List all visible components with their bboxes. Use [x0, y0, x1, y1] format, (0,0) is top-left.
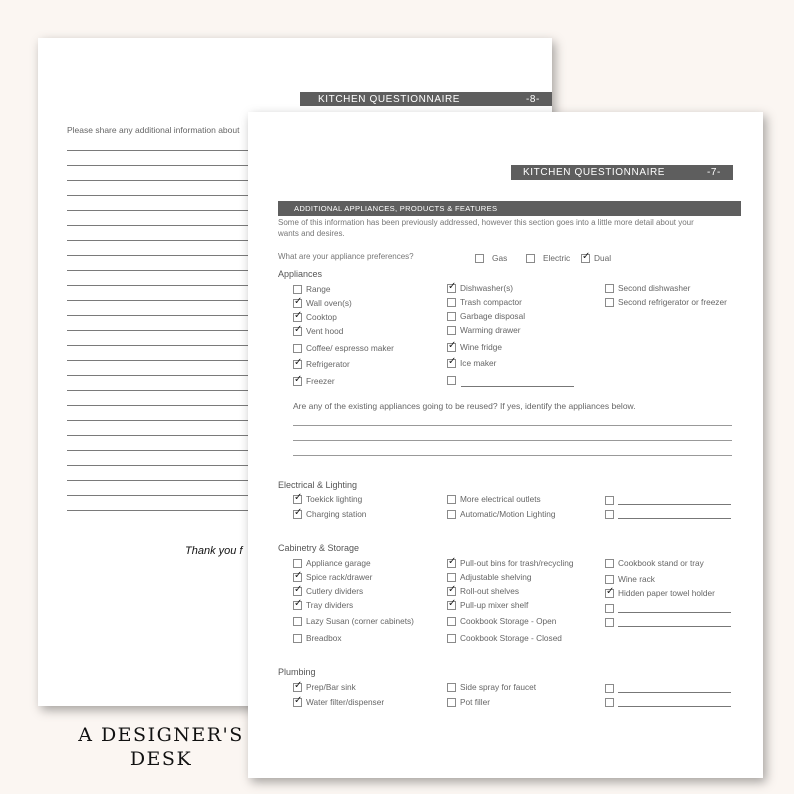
checkbox[interactable]	[447, 698, 456, 707]
option-label: More electrical outlets	[460, 494, 541, 504]
option-freezer[interactable]	[293, 376, 335, 386]
option-cooktop[interactable]	[293, 312, 337, 322]
option-label: Coffee/ espresso maker	[306, 343, 394, 353]
option-more-electrical-outlets[interactable]	[447, 494, 541, 504]
checkbox[interactable]	[447, 312, 456, 321]
checkbox[interactable]	[447, 683, 456, 692]
option-label: Dishwasher(s)	[460, 283, 514, 293]
checkbox-checked[interactable]	[447, 359, 456, 368]
checkbox-checked[interactable]	[293, 698, 302, 707]
option-second-refrigerator-or-freezer[interactable]	[605, 297, 727, 307]
write-in-option[interactable]	[605, 604, 731, 613]
option-label: Tray dividers	[306, 600, 354, 610]
option-label: Warming drawer	[460, 325, 521, 335]
checkbox[interactable]	[293, 344, 302, 353]
option-label: Range	[306, 284, 331, 294]
option-range[interactable]	[293, 284, 330, 294]
checkbox[interactable]	[447, 617, 456, 626]
option-label: Second refrigerator or freezer	[618, 297, 727, 307]
electrical-title: Electrical & Lighting	[278, 480, 358, 490]
option-label: Side spray for faucet	[460, 682, 537, 692]
section-banner-title: ADDITIONAL APPLIANCES, PRODUCTS & FEATURES	[294, 204, 498, 213]
checkbox-checked[interactable]	[293, 573, 302, 582]
option-trash-compactor[interactable]	[447, 297, 522, 307]
checkbox[interactable]	[293, 559, 302, 568]
option-warming-drawer[interactable]	[447, 325, 521, 335]
checkbox[interactable]	[447, 298, 456, 307]
option-label: Wine fridge	[460, 342, 502, 352]
checkbox[interactable]	[605, 284, 614, 293]
checkbox-checked[interactable]	[293, 299, 302, 308]
checkbox[interactable]	[447, 573, 456, 582]
option-hidden-paper-towel-holder[interactable]	[605, 588, 715, 598]
option-garbage-disposal[interactable]	[447, 311, 525, 321]
checkbox[interactable]	[447, 634, 456, 643]
checkbox-checked[interactable]	[447, 559, 456, 568]
option-adjustable-shelving[interactable]	[447, 572, 532, 582]
checkbox-checked[interactable]	[605, 589, 614, 598]
checkbox[interactable]	[447, 376, 456, 385]
option-label: Garbage disposal	[460, 311, 526, 321]
checkbox[interactable]	[605, 684, 614, 693]
checkbox-checked[interactable]	[293, 587, 302, 596]
pref-gas[interactable]: Gas	[475, 253, 507, 263]
brand-line-2: DESK	[129, 748, 193, 770]
page-header-bar	[300, 92, 552, 106]
thank-you-text: Thank you f	[185, 545, 243, 557]
checkbox[interactable]	[475, 254, 484, 263]
brand-line-1: A DESIGNER'S	[78, 724, 244, 746]
option-charging-station[interactable]	[293, 509, 366, 519]
pref-dual[interactable]: ✓ Dual	[581, 253, 611, 263]
checkbox[interactable]	[447, 326, 456, 335]
option-label: Pot filler	[460, 697, 490, 707]
option-spice-rack-drawer[interactable]	[293, 572, 372, 582]
preference-question: What are your appliance preferences?	[278, 252, 414, 261]
option-label: Wine rack	[618, 574, 655, 584]
option-pull-out-bins-for-trash-recycling[interactable]	[447, 558, 573, 568]
checkbox-checked[interactable]	[293, 683, 302, 692]
option-label: Refrigerator	[306, 359, 350, 369]
option-cookbook-storage-open[interactable]	[447, 616, 556, 626]
option-label: Hidden paper towel holder	[618, 588, 715, 598]
write-in-line[interactable]	[618, 692, 731, 693]
option-automatic-motion-lighting[interactable]	[447, 509, 555, 519]
checkbox[interactable]	[605, 496, 614, 505]
option-label: Prep/Bar sink	[306, 682, 356, 692]
other-appliance-line[interactable]	[461, 386, 574, 387]
option-vent-hood[interactable]	[293, 326, 343, 336]
option-breadbox[interactable]	[293, 633, 342, 643]
intro-text-line-1: Some of this information has been previously addressed, however this section goes into a little more detail about your	[278, 218, 694, 227]
header-title: KITCHEN QUESTIONNAIRE	[318, 93, 461, 105]
checkbox-checked[interactable]	[447, 601, 456, 610]
checkbox-checked[interactable]	[581, 254, 590, 263]
option-dishwasher-s[interactable]	[447, 283, 513, 293]
write-in-option[interactable]	[605, 698, 731, 707]
option-label: Ice maker	[460, 358, 497, 368]
option-label: Wall oven(s)	[306, 298, 352, 308]
option-blank[interactable]	[447, 376, 460, 385]
checkbox[interactable]	[447, 510, 456, 519]
option-pot-filler[interactable]	[447, 697, 490, 707]
option-label: Water filter/dispenser	[306, 697, 385, 707]
option-label: Spice rack/drawer	[306, 572, 373, 582]
write-in-option[interactable]	[605, 684, 731, 693]
option-label: Lazy Susan (corner cabinets)	[306, 616, 414, 626]
option-label: Charging station	[306, 509, 367, 519]
header-page-number: -8-	[525, 93, 540, 105]
option-roll-out-shelves[interactable]	[447, 586, 519, 596]
checkbox-checked[interactable]	[293, 495, 302, 504]
option-label: Cooktop	[306, 312, 337, 322]
option-label: Roll-out shelves	[460, 586, 520, 596]
option-cookbook-stand-or-tray[interactable]	[605, 558, 704, 568]
header-page-number: -7-	[706, 167, 721, 178]
option-water-filter-dispenser[interactable]	[293, 697, 384, 707]
option-refrigerator[interactable]	[293, 359, 350, 369]
header-title: KITCHEN QUESTIONNAIRE	[523, 167, 666, 178]
checkbox-checked[interactable]	[293, 327, 302, 336]
option-label: Toekick lighting	[306, 494, 363, 504]
appliances-title: Appliances	[278, 269, 323, 279]
write-in-line[interactable]	[618, 518, 731, 519]
option-pull-up-mixer-shelf[interactable]	[447, 600, 528, 610]
checkbox-checked[interactable]	[293, 313, 302, 322]
option-label: Cookbook stand or tray	[618, 558, 704, 568]
option-label: Breadbox	[306, 633, 342, 643]
brand-logo	[66, 723, 256, 771]
option-label: Pull-out bins for trash/recycling	[460, 558, 574, 568]
option-label: Second dishwasher	[618, 283, 691, 293]
checkbox[interactable]	[293, 634, 302, 643]
checkbox[interactable]	[605, 604, 614, 613]
checkbox[interactable]	[605, 618, 614, 627]
option-coffee-espresso-maker[interactable]	[293, 343, 394, 353]
option-appliance-garage[interactable]	[293, 558, 371, 568]
checkbox[interactable]	[605, 298, 614, 307]
write-in-line[interactable]	[618, 706, 731, 707]
checkbox[interactable]	[526, 254, 535, 263]
checkbox-checked[interactable]	[293, 377, 302, 386]
option-wall-oven-s[interactable]	[293, 298, 352, 308]
option-label: Trash compactor	[460, 297, 522, 307]
option-toekick-lighting[interactable]	[293, 494, 362, 504]
write-in-option[interactable]	[605, 510, 731, 519]
option-label: Cutlery dividers	[306, 586, 364, 596]
checkbox[interactable]	[293, 617, 302, 626]
option-label: Automatic/Motion Lighting	[460, 509, 556, 519]
write-in-line[interactable]	[618, 612, 731, 613]
option-tray-dividers[interactable]	[293, 600, 353, 610]
checkbox-checked[interactable]	[293, 510, 302, 519]
checkbox-checked[interactable]	[447, 343, 456, 352]
option-ice-maker[interactable]	[447, 358, 496, 368]
checkbox-checked[interactable]	[293, 601, 302, 610]
option-label: Appliance garage	[306, 558, 371, 568]
write-in-option[interactable]	[605, 496, 731, 505]
reuse-question: Are any of the existing appliances going to be reused? If yes, identify the appliances below.	[293, 401, 636, 411]
checkbox[interactable]	[447, 495, 456, 504]
checkbox[interactable]	[605, 559, 614, 568]
checkbox-checked[interactable]	[447, 284, 456, 293]
checkbox[interactable]	[605, 510, 614, 519]
option-cookbook-storage-closed[interactable]	[447, 633, 562, 643]
option-label: Vent hood	[306, 326, 344, 336]
option-label: Adjustable shelving	[460, 572, 532, 582]
checkbox-checked[interactable]	[293, 360, 302, 369]
checkbox[interactable]	[605, 575, 614, 584]
pref-electric[interactable]: Electric	[526, 253, 570, 263]
section-banner	[278, 201, 741, 216]
questionnaire-page-7	[248, 112, 763, 778]
option-wine-fridge[interactable]	[447, 342, 502, 352]
write-in-line[interactable]	[618, 504, 731, 505]
additional-info-prompt: Please share any additional information about	[67, 125, 240, 135]
option-label: Pull-up mixer shelf	[460, 600, 529, 610]
reuse-answer-lines[interactable]	[293, 425, 732, 456]
option-label: Cookbook Storage - Open	[460, 616, 557, 626]
option-lazy-susan-corner-cabinets[interactable]	[293, 616, 414, 626]
option-cutlery-dividers[interactable]	[293, 586, 363, 596]
option-prep-bar-sink[interactable]	[293, 682, 356, 692]
intro-text-line-2: wants and desires.	[278, 229, 345, 238]
option-label: Freezer	[306, 376, 335, 386]
plumbing-title: Plumbing	[278, 667, 316, 677]
option-label: Cookbook Storage - Closed	[460, 633, 562, 643]
cabinetry-title: Cabinetry & Storage	[278, 543, 360, 553]
write-in-line[interactable]	[618, 626, 731, 627]
checkbox[interactable]	[605, 698, 614, 707]
option-wine-rack[interactable]	[605, 574, 655, 584]
write-in-option[interactable]	[605, 618, 731, 627]
option-side-spray-for-faucet[interactable]	[447, 682, 536, 692]
page-header-bar	[511, 165, 733, 180]
option-second-dishwasher[interactable]	[605, 283, 690, 293]
checkbox[interactable]	[293, 285, 302, 294]
checkbox-checked[interactable]	[447, 587, 456, 596]
